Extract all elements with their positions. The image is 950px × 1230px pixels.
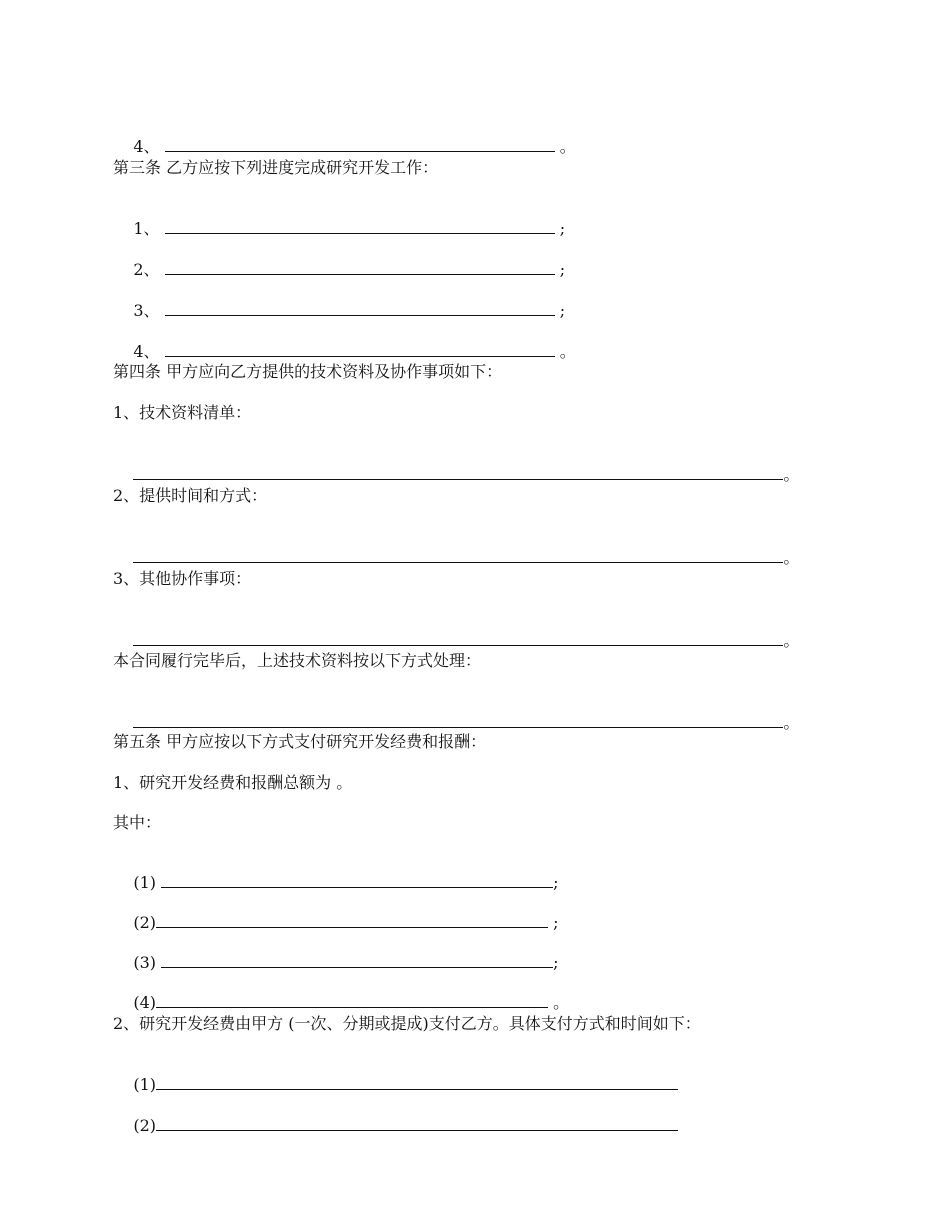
line-suffix: 。 [783,713,800,732]
item-number: (2) [133,913,157,932]
item-number: 4、 [133,137,165,156]
item-number: 3、 [133,301,165,320]
line-suffix: 。 [783,548,800,567]
item-number: (3) [133,953,162,972]
fill-blank [161,953,553,968]
fill-blank [133,631,783,646]
article-5-pay-2 [113,1096,678,1156]
article-3-heading: 第三条 乙方应按下列进度完成研究开发工作： [113,158,439,177]
article-5-heading: 第五条 甲方应按以下方式支付研究开发经费和报酬： [113,732,487,751]
article-4-item-2: 2、提供时间和方式： [113,486,268,505]
fill-blank [133,465,783,480]
fill-blank [165,137,555,152]
item-number: (1) [133,873,162,892]
item-number: (4) [133,993,157,1012]
fill-blank [156,1075,678,1090]
article-4-item-3: 3、其他协作事项： [113,569,252,588]
fill-blank [156,993,548,1008]
fill-blank [161,873,553,888]
article-5-among: 其中： [113,813,162,832]
fill-blank [165,260,555,275]
item-suffix: ; [554,301,566,320]
item-number: (2) [133,1116,157,1135]
fill-blank [156,913,548,928]
article-5-item-1: 1、研究开发经费和报酬总额为 。 [113,773,353,792]
item-suffix: ; [553,953,559,972]
item-suffix: 。 [554,342,576,361]
fill-blank [165,219,555,234]
item-suffix: 。 [554,137,576,156]
item-number: 4、 [133,342,165,361]
article-4-heading: 第四条 甲方应向乙方提供的技术资料及协作事项如下： [113,362,503,381]
article-4-after-text: 本合同履行完毕后，上述技术资料按以下方式处理： [113,651,482,670]
fill-blank [133,713,783,728]
item-number: 2、 [133,260,165,279]
line-suffix: 。 [783,631,800,650]
item-suffix: ; [554,219,566,238]
item-suffix: ; [553,873,559,892]
fill-blank [156,1116,678,1131]
fill-blank [165,342,555,357]
article-5-item-2: 2、研究开发经费由甲方 (一次、分期或提成)支付乙方。具体支付方式和时间如下： [113,1014,701,1033]
item-suffix: ; [548,913,559,932]
item-number: (1) [133,1075,157,1094]
fill-blank [133,548,783,563]
item-suffix: ; [554,260,566,279]
item-number: 1、 [133,219,165,238]
line-suffix: 。 [783,465,800,484]
fill-blank [165,301,555,316]
item-suffix: 。 [548,993,570,1012]
article-4-item-1: 1、技术资料清单： [113,403,252,422]
